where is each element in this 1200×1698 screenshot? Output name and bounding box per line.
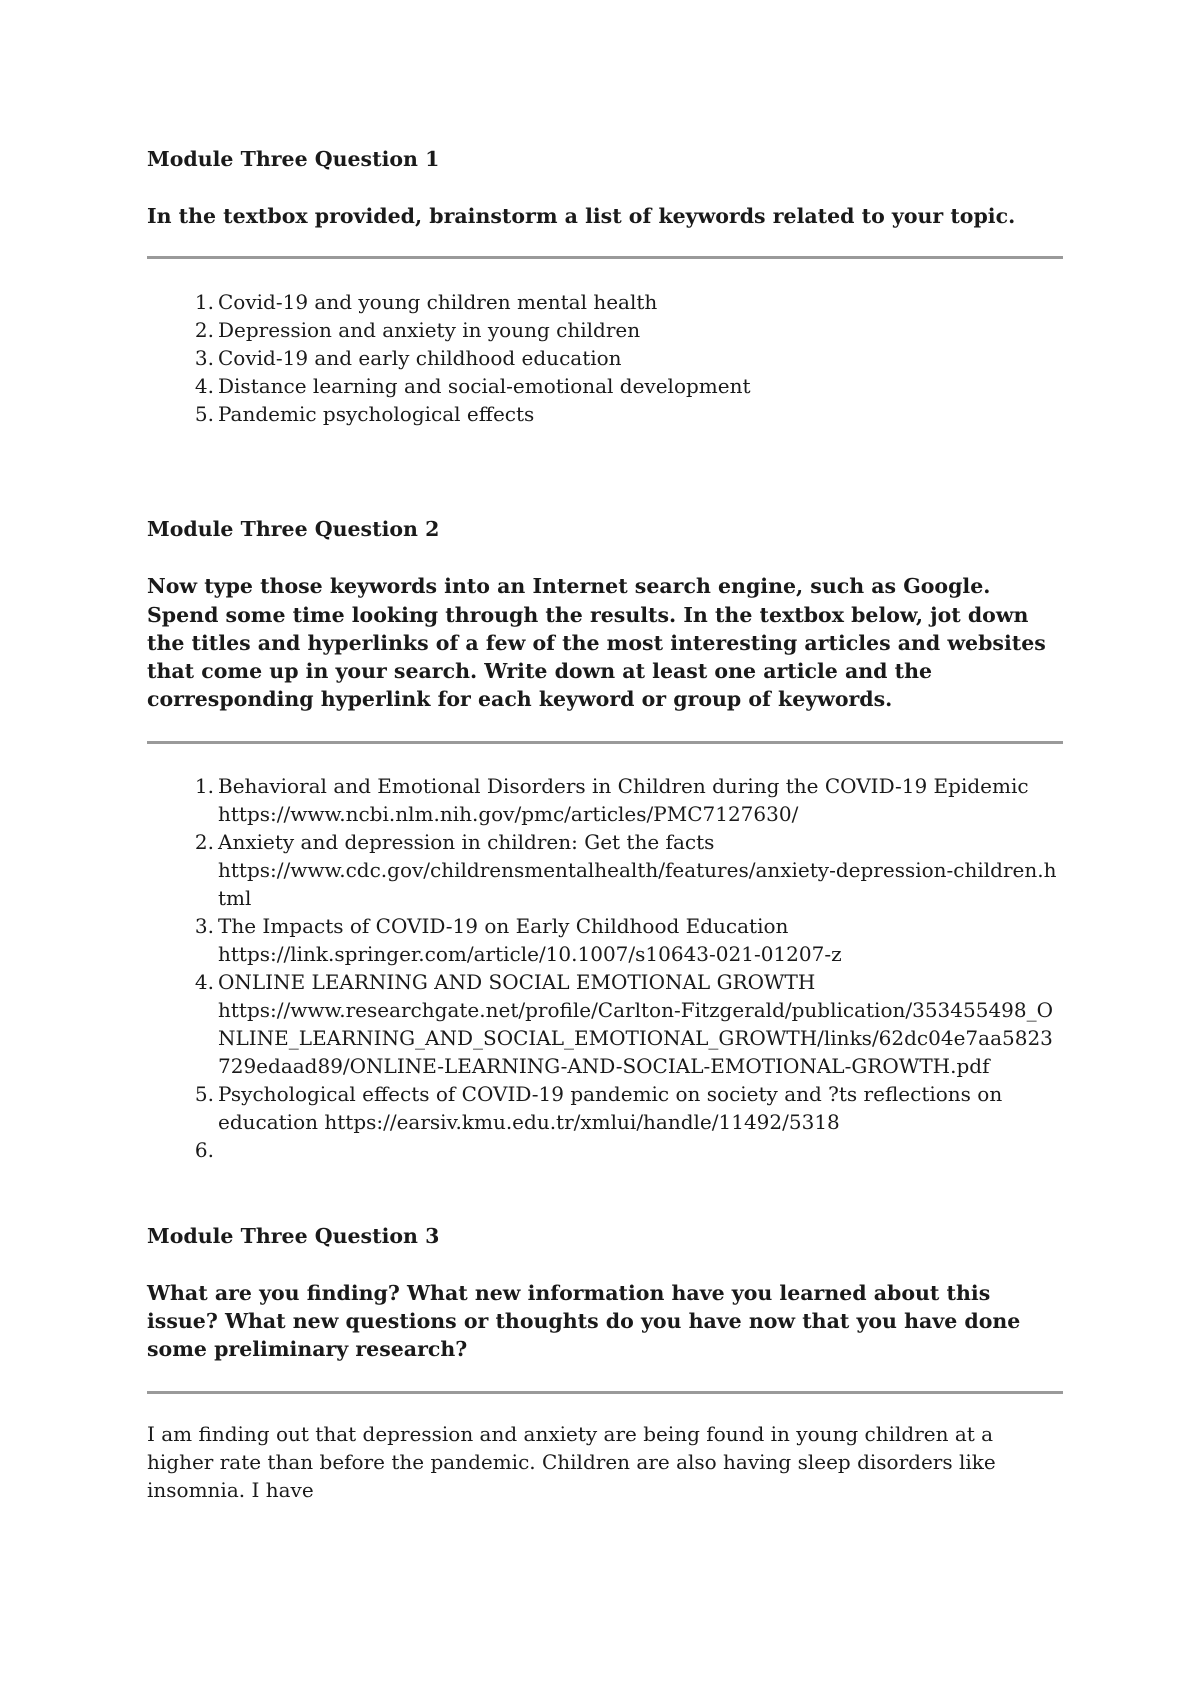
question-3-title: Module Three Question 3 (147, 1223, 440, 1248)
list-item (147, 828, 1063, 912)
list-item (147, 372, 1063, 400)
question-3-answer[interactable]: I am finding out that depression and anxiety are being found in young children at a higher rate than before the pandemic. Children are also having sleep disorders like insomnia. I have (147, 1421, 996, 1502)
list-item (147, 344, 1063, 372)
list-number: 1. (194, 773, 214, 798)
question-2-answer-list[interactable] (147, 772, 1063, 1162)
keyword-text: Covid-19 and early childhood education (218, 346, 622, 371)
list-item (147, 316, 1063, 344)
article-link[interactable]: https://www.ncbi.nlm.nih.gov/pmc/articles/PMC7127630/ (218, 801, 799, 826)
question-1-answer-list[interactable] (147, 288, 1063, 428)
list-number: 5. (194, 402, 214, 427)
article-link[interactable]: https://link.springer.com/article/10.1007/s10643-021-01207-z (218, 941, 842, 966)
article-link[interactable]: https://www.researchgate.net/profile/Carlton-Fitzgerald/publication/353455498_ONLINE_LEARNING_AND_SOCIAL_EMOTIONAL_GROWTH/links/62dc04e7aa5823729edaad89/ONLINE-LEARNING-AND-SOCIAL-EMOTIONAL-GROWTH.pdf (218, 997, 1054, 1078)
list-number: 2. (194, 318, 214, 343)
question-1-title: Module Three Question 1 (147, 147, 440, 171)
question-1-prompt: In the textbox provided, brainstorm a list of keywords related to your topic. (147, 204, 1016, 228)
question-3-prompt: What are you finding? What new information have you learned about this issue? What new questions or thoughts do you have now that you have done some preliminary research? (147, 1280, 1021, 1362)
document-page (147, 145, 1063, 1504)
keyword-text: Distance learning and social-emotional development (218, 374, 751, 399)
article-title: Anxiety and depression in children: Get the facts (218, 829, 715, 854)
article-title: The Impacts of COVID-19 on Early Childhood Education (218, 913, 789, 938)
article-link[interactable]: https://earsiv.kmu.edu.tr/xmlui/handle/11492/5318 (324, 1109, 840, 1134)
list-number: 1. (194, 290, 214, 315)
keyword-text: Pandemic psychological effects (218, 402, 535, 427)
question-2-title: Module Three Question 2 (147, 517, 440, 542)
list-item (147, 968, 1063, 1080)
list-item (147, 288, 1063, 316)
list-number: 2. (194, 829, 214, 854)
list-item (147, 400, 1063, 428)
keyword-text: Depression and anxiety in young children (218, 318, 641, 343)
list-item (147, 912, 1063, 968)
article-title: ONLINE LEARNING AND SOCIAL EMOTIONAL GROWTH (218, 969, 816, 994)
question-1-divider (147, 256, 1063, 259)
list-number: 5. (194, 1081, 214, 1106)
list-number: 4. (194, 374, 214, 399)
list-number: 3. (194, 346, 214, 371)
article-link[interactable]: https://www.cdc.gov/childrensmentalhealth/features/anxiety-depression-children.html (218, 857, 1057, 910)
article-title: Behavioral and Emotional Disorders in Children during the COVID-19 Epidemic (218, 773, 1029, 798)
list-item (147, 772, 1063, 828)
keyword-text: Covid-19 and young children mental health (218, 290, 658, 315)
list-number: 3. (194, 913, 214, 938)
list-number: 4. (194, 969, 214, 994)
question-3-divider (147, 1391, 1063, 1394)
list-item (147, 1080, 1063, 1136)
question-2-prompt: Now type those keywords into an Internet search engine, such as Google. Spend some time looking through the results. In the textbox below, jot down the titles and hyperlinks of a few of the most interesting articles and websites that come up in your search. Write down at least one article and the corresponding hyperlink for each keyword or group of keywords. (147, 574, 1046, 712)
article-title: Psychological effects of COVID-19 pandemic on society and ?ts reflections on education (218, 1081, 1003, 1134)
question-2-divider (147, 741, 1063, 744)
list-number: 6. (194, 1137, 214, 1162)
